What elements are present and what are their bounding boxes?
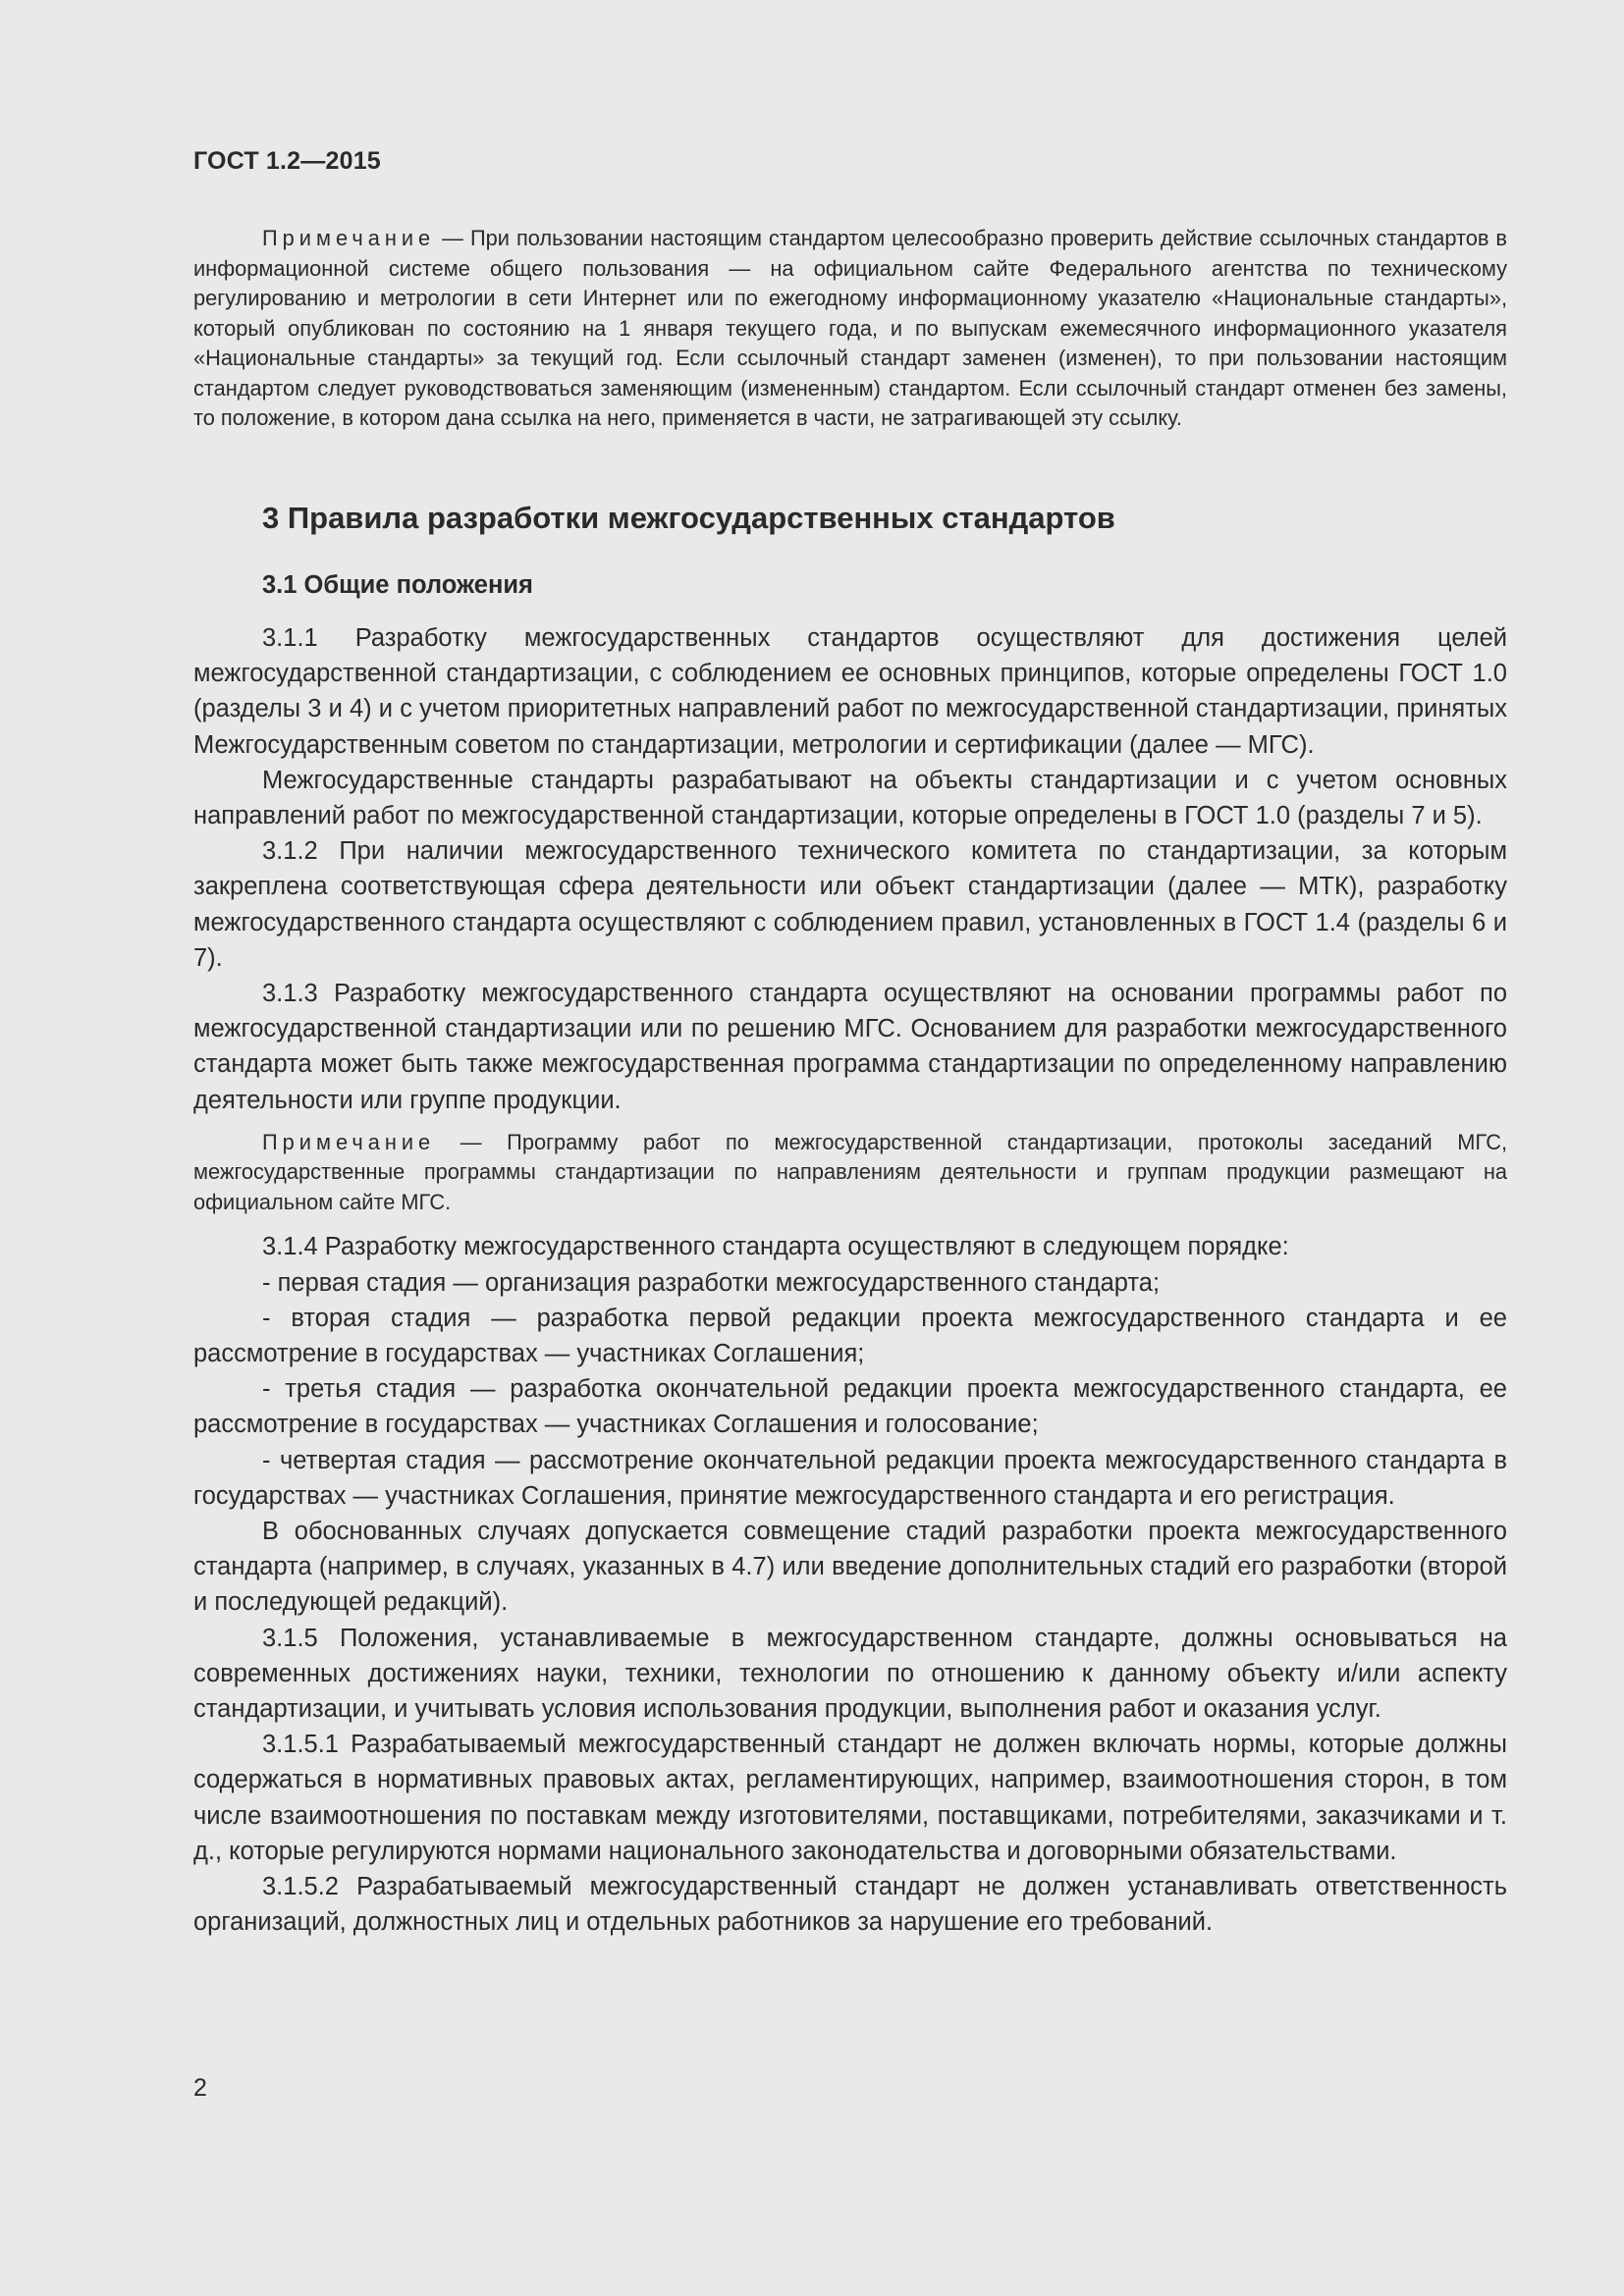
paragraph-3-1-4: 3.1.4 Разработку межгосударственного стандарта осуществляют в следующем порядке: [262, 1233, 1289, 1261]
note-label: Примечание [262, 1129, 436, 1154]
paragraph-3-1-3: 3.1.3 Разработку межгосударственного стандарта осуществляют на основании программы работ по межгосударственной стандартизации или по решению МГС. Основанием для разработки межгосударственного стандарта может быть также межгосударственная программа стандартизации по определенному направлению деятельности или группе продукции. [193, 980, 1507, 1114]
note-text: — Программу работ по межгосударственной стандартизации, протоколы заседаний МГС, межгосударственные программы стандартизации по направлениям деятельности и группам продукции размещают на официальном сайте МГС. [193, 1129, 1507, 1214]
paragraph-3-1-5: 3.1.5 Положения, устанавливаемые в межгосударственном стандарте, должны основываться на современных достижениях науки, техники, технологии по отношению к данному объекту и/или аспекту стандартизации, и учитывать условия использования продукции, выполнения работ и оказания услуг. [193, 1624, 1507, 1723]
paragraph-3-1-1-continuation: Межгосударственные стандарты разрабатывают на объекты стандартизации и с учетом основных направлений работ по межгосударственной стандартизации, которые определены в ГОСТ 1.0 (разделы 7 и 5). [193, 766, 1507, 830]
note-text: — При пользовании настоящим стандартом целесообразно проверить действие ссылочных стандартов в информационной системе общего пользования — на официальном сайте Федерального агентства по техническому регулированию и метрологии в сети Интернет или по ежегодному информационному указателю «Национальные стандарты», который опубликован по состоянию на 1 января текущего года, и по выпускам ежемесячного информационного указателя «Национальные стандарты» за текущий год. Если ссылочный стандарт заменен (изменен), то при пользовании настоящим стандартом следует руководствоваться заменяющим (измененным) стандартом. Если ссылочный стандарт отменен без замены, то положение, в котором дана ссылка на него, применяется в части, не затрагивающей эту ссылку. [193, 226, 1507, 430]
paragraph-3-1-2: 3.1.2 При наличии межгосударственного технического комитета по стандартизации, за которым закреплена соответствующая сфера деятельности или объект стандартизации (далее — МТК), разработку межгосударственного стандарта осуществляют с соблюдением правил, установленных в ГОСТ 1.4 (разделы 6 и 7). [193, 837, 1507, 972]
list-item-stage-4: - четвертая стадия — рассмотрение окончательной редакции проекта межгосударственного стандарта в государствах — участниках Соглашения, принятие межгосударственного стандарта и его регистрация. [193, 1446, 1507, 1510]
note-mgs-programs [193, 1128, 1507, 1218]
section-3-heading: 3 Правила разработки межгосударственных стандартов [262, 501, 1115, 535]
section-3-1-heading: 3.1 Общие положения [262, 571, 533, 599]
page-number: 2 [193, 2074, 207, 2102]
note-label: Примечание [262, 226, 436, 250]
note-reference-standards [193, 224, 1507, 434]
paragraph-3-1-1: 3.1.1 Разработку межгосударственных стандартов осуществляют для достижения целей межгосударственной стандартизации, с соблюдением ее основных принципов, которые определены ГОСТ 1.0 (разделы 3 и 4) и с учетом приоритетных направлений работ по межгосударственной стандартизации, принятых Межгосударственным советом по стандартизации, метрологии и сертификации (далее — МГС). [193, 624, 1507, 759]
paragraph-3-1-5-2: 3.1.5.2 Разрабатываемый межгосударственный стандарт не должен устанавливать ответственность организаций, должностных лиц и отдельных работников за нарушение его требований. [193, 1873, 1507, 1937]
list-item-stage-3: - третья стадия — разработка окончательной редакции проекта межгосударственного стандарта, ее рассмотрение в государствах — участниках Соглашения и голосование; [193, 1375, 1507, 1439]
document-header: ГОСТ 1.2—2015 [193, 147, 381, 175]
paragraph-3-1-5-1: 3.1.5.1 Разрабатываемый межгосударственный стандарт не должен включать нормы, которые должны содержаться в нормативных правовых актах, регламентирующих, например, взаимоотношения сторон, в том числе взаимоотношения по поставкам между изготовителями, поставщиками, потребителями, заказчиками и т. д., которые регулируются нормами национального законодательства и договорными обязательствами. [193, 1731, 1507, 1865]
list-item-stage-1: - первая стадия — организация разработки межгосударственного стандарта; [262, 1268, 1161, 1297]
paragraph-3-1-4-continuation: В обоснованных случаях допускается совмещение стадий разработки проекта межгосударственного стандарта (например, в случаях, указанных в 4.7) или введение дополнительных стадий его разработки (второй и последующей редакций). [193, 1517, 1507, 1617]
section-body [193, 620, 1507, 1940]
list-item-stage-2: - вторая стадия — разработка первой редакции проекта межгосударственного стандарта и ее рассмотрение в государствах — участниках Соглашения; [193, 1304, 1507, 1367]
